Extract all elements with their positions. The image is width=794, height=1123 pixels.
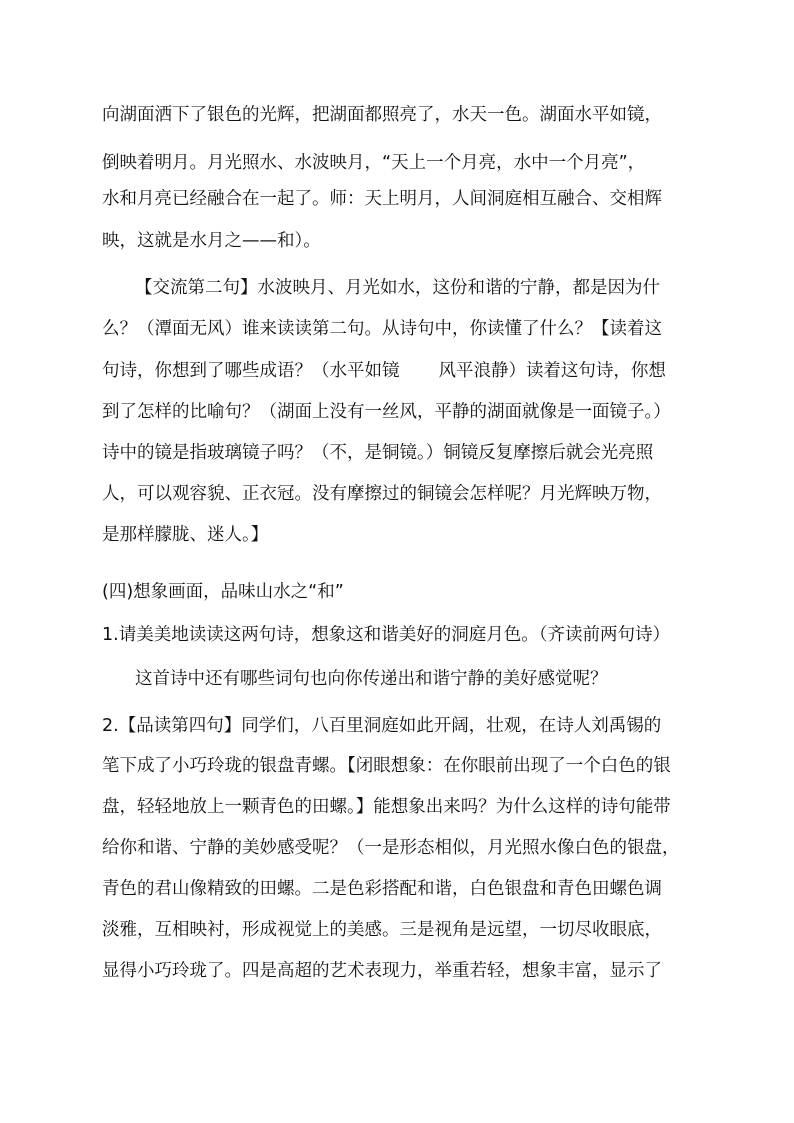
text-line: 水和月亮已经融合在一起了。师：天上明月，人间洞庭相互融合、交相辉 <box>102 189 662 209</box>
text-line: 这首诗中还有哪些词句也向你传递出和谐宁静的美好感觉呢？ <box>135 669 608 689</box>
text-line: 2.【品读第四句】同学们，八百里洞庭如此开阔，壮观，在诗人刘禹锡的 <box>102 716 662 736</box>
text-line: 句诗，你想到了哪些成语？（水平如镜 风平浪静）读着这句诗，你想 <box>102 361 666 381</box>
text-line: 向湖面洒下了银色的光辉，把湖面都照亮了，水天一色。湖面水平如镜， <box>102 105 662 125</box>
text-line: 淡雅，互相映衬，形成视觉上的美感。三是视角是远望，一切尽收眼底， <box>102 920 662 940</box>
text-line: 显得小巧玲珑了。四是高超的艺术表现力，举重若轻，想象丰富，显示了 <box>102 961 662 981</box>
text-line: 诗中的镜是指玻璃镜子吗？（不，是铜镜。）铜镜反复摩擦后就会光亮照 <box>102 443 654 463</box>
text-line: 给你和谐、宁静的美妙感受呢？（一是形态相似，月光照水像白色的银盘， <box>102 838 680 858</box>
text-line: 【交流第二句】水波映月、月光如水，这份和谐的宁静，都是因为什 <box>135 278 660 298</box>
text-line: 盘，轻轻地放上一颗青色的田螺。】能想象出来吗？为什么这样的诗句能带 <box>102 797 671 817</box>
text-line: 是那样朦胧、迷人。】 <box>102 525 269 545</box>
text-line: 映，这就是水月之——和）。 <box>102 231 321 251</box>
text-line: 人，可以观容貌、正衣冠。没有摩擦过的铜镜会怎样呢？月光辉映万物， <box>102 484 662 504</box>
text-line: 到了怎样的比喻句？（湖面上没有一丝风，平静的湖面就像是一面镜子。） <box>102 402 671 422</box>
text-line: 青色的君山像精致的田螺。二是色彩搭配和谐，白色银盘和青色田螺色调 <box>102 879 662 899</box>
section-heading: (四)想象画面，品味山水之“和” <box>102 582 344 602</box>
text-line: 么？（潭面无风）谁来读读第二句。从诗句中，你读懂了什么？【读着这 <box>102 319 662 339</box>
text-line: 倒映着明月。月光照水、水波映月，“天上一个月亮，水中一个月亮”， <box>102 153 646 173</box>
text-line: 1.请美美地读读这两句诗，想象这和谐美好的洞庭月色。（齐读前两句诗） <box>102 625 670 645</box>
text-line: 笔下成了小巧玲珑的银盘青螺。【闭眼想象：在你眼前出现了一个白色的银 <box>102 756 671 776</box>
